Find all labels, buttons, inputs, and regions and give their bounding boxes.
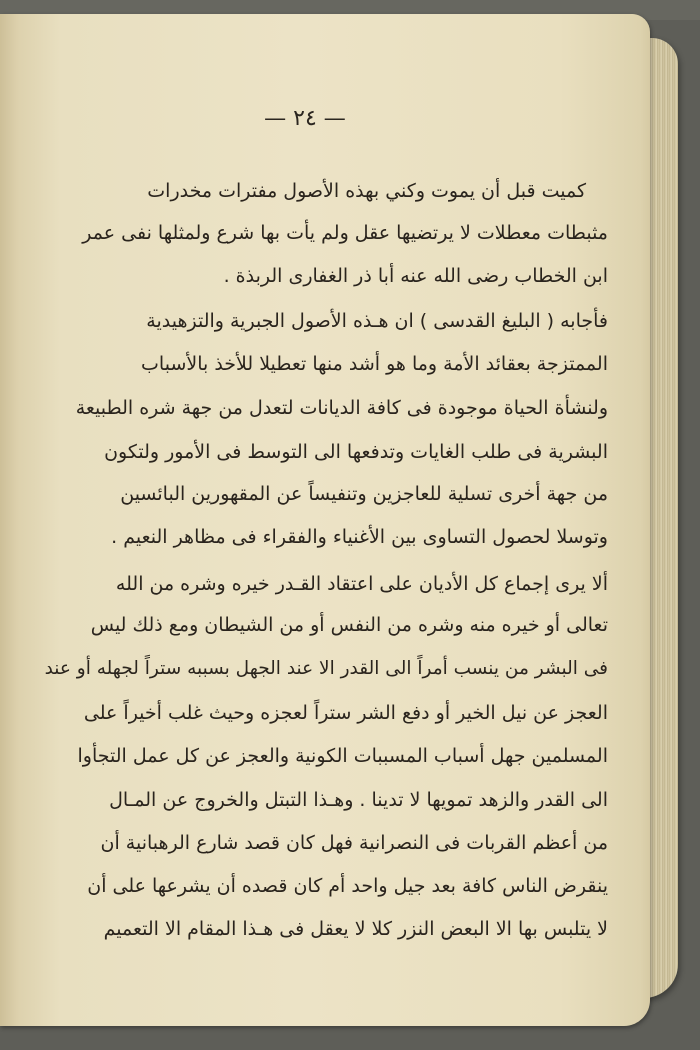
text-line: المسلمين جهل أسباب المسببات الكونية والعجز عن كل عمل التجأوا	[77, 745, 608, 767]
page-text-block	[20, 14, 610, 1014]
text-line: كميت قبل أن يموت وكني بهذه الأصول مفترات مخدرات	[147, 180, 586, 202]
text-line: من أعظم القربات فى النصرانية فهل كان قصد شارع الرهبانية أن	[100, 832, 608, 854]
text-line: ألا يرى إجماع كل الأديان على اعتقاد القـدر خيره وشره من الله	[115, 573, 608, 595]
text-line: الممتزجة بعقائد الأمة وما هو أشد منها تعطيلا للأخذ بالأسباب	[141, 353, 608, 375]
text-line: الى القدر والزهد تمويها لا تدينا . وهـذا التبتل والخروج عن المـال	[109, 789, 608, 811]
text-line: مثبطات معطلات لا يرتضيها عقل ولم يأت بها شرع ولمثلها نفى عمر	[82, 222, 608, 244]
text-line: من جهة أخرى تسلية للعاجزين وتنفيساً عن المقهورين البائسين	[120, 483, 608, 505]
text-line: لا يتلبس بها الا البعض النزر كلا لا يعقل فى هـذا المقام الا التعميم	[103, 918, 608, 940]
book-page	[0, 14, 650, 1026]
text-line: ولنشأة الحياة موجودة فى كافة الديانات لتعدل من جهة شره الطبيعة	[75, 397, 608, 419]
page-number: — ٢٤ —	[264, 106, 346, 131]
text-line: فأجابه ( البليغ القدسى ) ان هـذه الأصول الجبرية والتزهيدية	[146, 310, 608, 332]
text-line: البشرية فى طلب الغايات وتدفعها الى التوسط فى الأمور ولتكون	[104, 441, 608, 463]
text-line: ينقرض الناس كافة بعد جيل واحد أم كان قصده أن يشرعها على أن	[87, 875, 608, 897]
text-line: تعالى أو خيره منه وشره من النفس أو من الشيطان ومع ذلك ليس	[90, 614, 608, 636]
text-line: ابن الخطاب رضى الله عنه أبا ذر الغفارى الربذة .	[223, 265, 608, 287]
text-line: فى البشر من ينسب أمراً الى القدر الا عند الجهل بسببه ستراً لجهله أو عند	[44, 658, 608, 679]
text-line: وتوسلا لحصول التساوى بين الأغنياء والفقراء فى مظاهر النعيم .	[111, 526, 608, 548]
text-line: العجز عن نيل الخير أو دفع الشر ستراً لعجزه وحيث غلب أخيراً على	[83, 702, 608, 724]
